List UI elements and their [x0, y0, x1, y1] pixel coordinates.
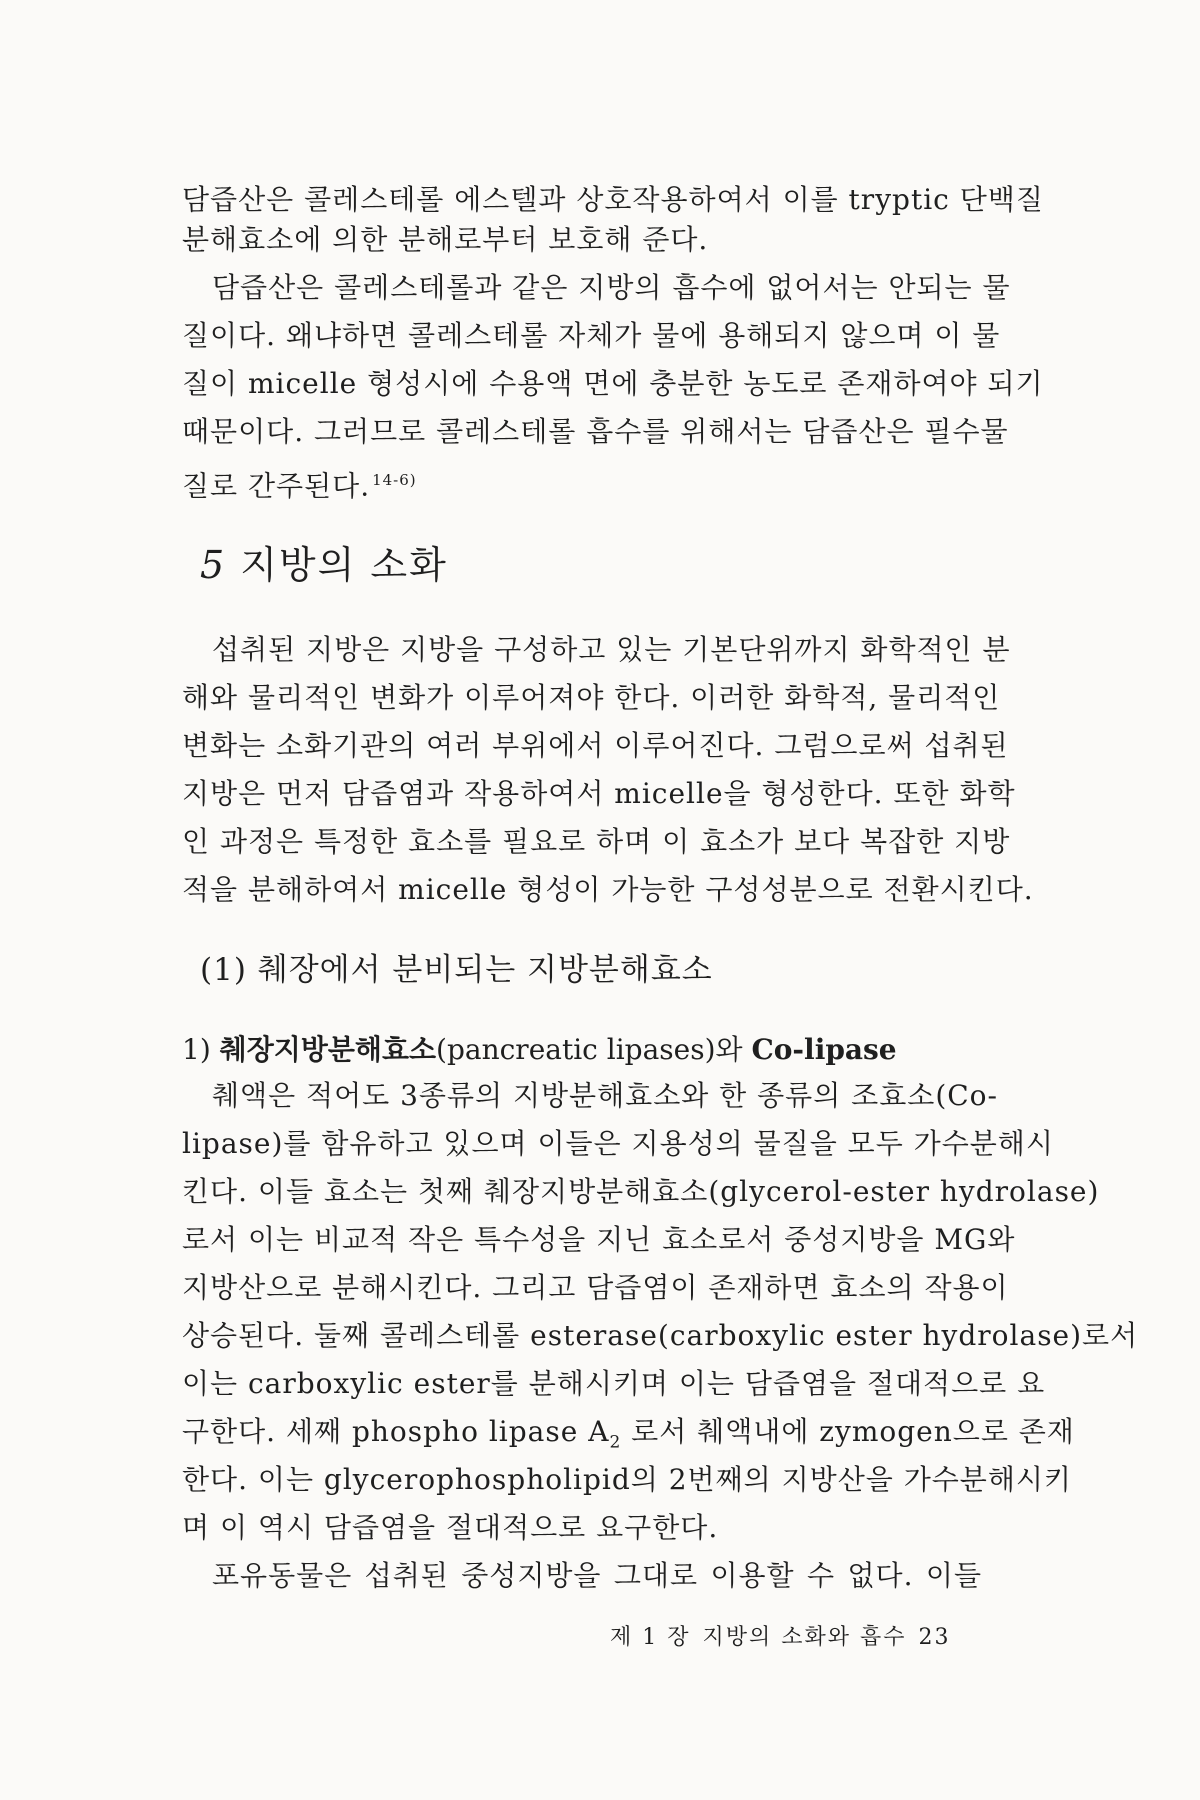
body-text-line — [182, 460, 982, 506]
section-title: 지방의 소화 — [240, 543, 448, 587]
body-text-line: 췌액은 적어도 3종류의 지방분해효소와 한 종류의 조효소(Co- — [212, 1079, 998, 1112]
body-text-line: 질이다. 왜냐하면 콜레스테롤 자체가 물에 용해되지 않으며 이 물 — [182, 319, 1001, 352]
item-heading — [182, 1030, 897, 1070]
body-text-line: 질이 micelle 형성시에 수용액 면에 충분한 농도로 존재하여야 되기 — [182, 367, 1044, 400]
body-text-line: 킨다. 이들 효소는 첫째 췌장지방분해효소(glycerol-ester hydrolase) — [182, 1175, 1100, 1208]
body-text-line: 분해효소에 의한 분해로부터 보호해 준다. — [182, 223, 709, 256]
section-number: 5 — [200, 543, 227, 587]
item-title-english: (pancreatic lipases)와 — [436, 1033, 743, 1066]
body-text-line: 상승된다. 둘째 콜레스테롤 esterase(carboxylic ester hydrolase)로서 — [182, 1319, 1139, 1352]
page-number: 23 — [918, 1625, 951, 1650]
section-heading — [200, 540, 448, 590]
body-text-line: 로서 이는 비교적 작은 특수성을 지닌 효소로서 중성지방을 MG와 — [182, 1223, 1016, 1256]
body-text-line: lipase)를 함유하고 있으며 이들은 지용성의 물질을 모두 가수분해시 — [182, 1127, 1054, 1160]
item-title-bold: Co-lipase — [751, 1033, 897, 1066]
running-footer — [610, 1620, 963, 1651]
body-text-line: 때문이다. 그러므로 콜레스테롤 흡수를 위해서는 담즙산은 필수물 — [182, 415, 1009, 448]
body-text-line: 인 과정은 특정한 효소를 필요로 하며 이 효소가 보다 복잡한 지방 — [182, 825, 1011, 858]
body-text-fragment: 구한다. 세째 phospho lipase A — [182, 1415, 610, 1448]
body-text-fragment: 질로 간주된다. — [182, 469, 371, 503]
body-text-line: 이는 carboxylic ester를 분해시키며 이는 담즙염을 절대적으로 요 — [182, 1367, 1046, 1400]
body-text-line: 담즙산은 콜레스테롤 에스텔과 상호작용하여서 이를 tryptic 단백질 — [182, 183, 1044, 216]
footer-chapter: 제 1 장 — [610, 1625, 691, 1650]
body-text-line: 지방은 먼저 담즙염과 작용하여서 micelle을 형성한다. 또한 화학 — [182, 777, 1016, 810]
subscript: 2 — [609, 1432, 622, 1453]
body-text-line: 변화는 소화기관의 여러 부위에서 이루어진다. 그럼으로써 섭취된 — [182, 729, 1009, 762]
footer-title: 지방의 소화와 흡수 — [702, 1625, 907, 1650]
body-text-line: 해와 물리적인 변화가 이루어져야 한다. 이러한 화학적, 물리적인 — [182, 681, 1001, 714]
body-text-line: 적을 분해하여서 micelle 형성이 가능한 구성성분으로 전환시킨다. — [182, 873, 1034, 906]
body-text-line — [182, 1412, 1075, 1463]
body-text-line: 지방산으로 분해시킨다. 그리고 담즙염이 존재하면 효소의 작용이 — [182, 1271, 1009, 1304]
body-text-line: 담즙산은 콜레스테롤과 같은 지방의 흡수에 없어서는 안되는 물 — [212, 271, 1011, 304]
item-number: 1) — [182, 1033, 211, 1066]
subsection-heading: (1) 췌장에서 분비되는 지방분해효소 — [200, 952, 713, 988]
body-text-line: 며 이 역시 담즙염을 절대적으로 요구한다. — [182, 1511, 719, 1544]
item-title-korean: 췌장지방분해효소 — [219, 1033, 437, 1066]
body-text-fragment: 로서 췌액내에 zymogen으로 존재 — [631, 1415, 1075, 1448]
citation-superscript: 14-6) — [372, 471, 417, 489]
body-text-line: 한다. 이는 glycerophospholipid의 2번째의 지방산을 가수분해시키 — [182, 1463, 1072, 1496]
body-text-line: 포유동물은 섭취된 중성지방을 그대로 이용할 수 없다. 이들 — [212, 1559, 982, 1592]
body-text-line: 섭취된 지방은 지방을 구성하고 있는 기본단위까지 화학적인 분 — [212, 633, 1011, 666]
